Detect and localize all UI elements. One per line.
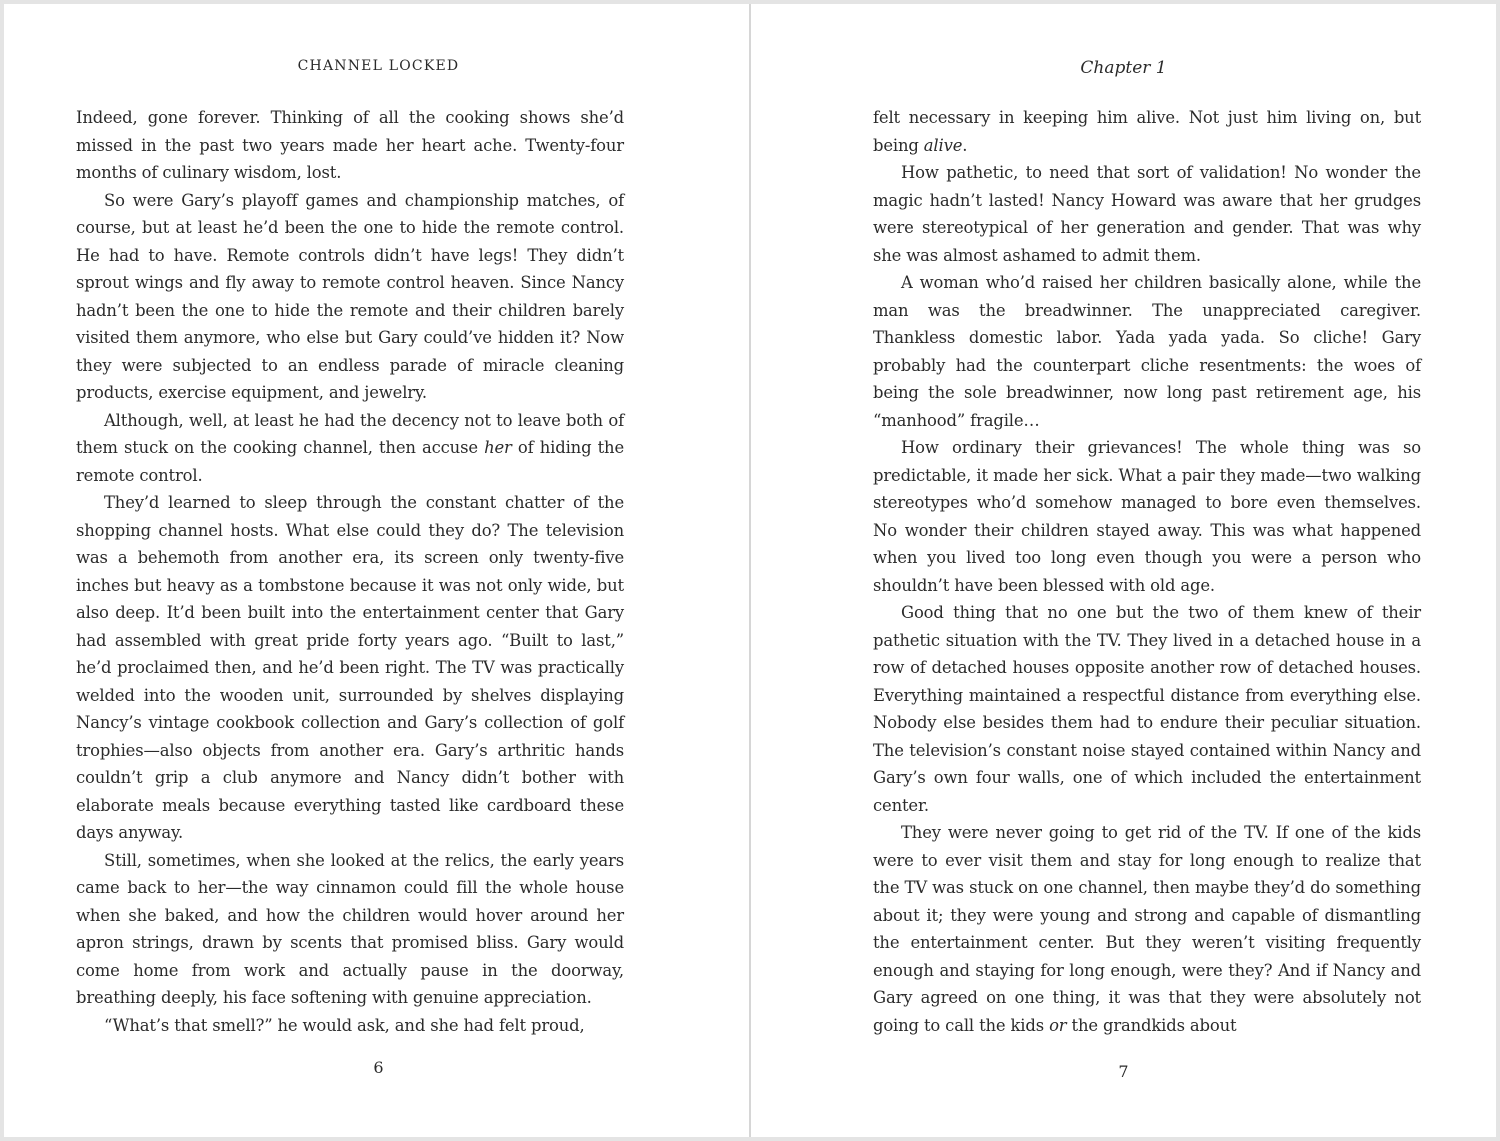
paragraph: Good thing that no one but the two of them knew of their pathetic situation with the TV. They lived in a detached house in a row of detached houses opposite another row of detached houses. Everything maintained a respectful distance from everything else. Nobody else besides them had to endure their peculiar situation. The television’s constant noise stayed contained within Nancy and Gary’s own four walls, one of which included the entertainment center.: [873, 603, 1421, 815]
paragraph: They were never going to get rid of the TV. If one of the kids were to ever visit them and stay for long enough to realize that the TV was stuck on one channel, then maybe they’d do something about it; they were young and strong and capable of dismantling the entertainment center. But they weren’t visiting frequently enough and staying for long enough, were they? And if Nancy and Gary agreed on one thing, it was that they were absolutely not going to call the kids or the grandkids about: [873, 823, 1421, 1035]
paragraph: felt necessary in keeping him alive. Not just him living on, but being alive.: [873, 108, 1421, 155]
book-spread: [4, 4, 1496, 1137]
page-number: 6: [373, 1058, 384, 1077]
paragraph: How ordinary their grievances! The whole thing was so predictable, it made her sick. What a pair they made—two walking stereotypes who’d somehow managed to bore even themselves. No wonder their children stayed away. This was what happened when you lived too long even though you were a person who shouldn’t have been blessed with old age.: [873, 438, 1421, 595]
italic-emphasis: alive: [923, 135, 963, 155]
body-text: [873, 104, 1421, 1039]
paragraph: Still, sometimes, when she looked at the relics, the early years came back to her—the way cinnamon could fill the whole house when she baked, and how the children would hover around her apron strings, drawn by scents that promised bliss. Gary would come home from work and actually pause in the doorway, breathing deeply, his face softening with genuine appreciation.: [76, 850, 624, 1007]
paragraph: How pathetic, to need that sort of validation! No wonder the magic hadn’t lasted! Nancy Howard was aware that her grudges were stereotypical of her generation and gender. That was why she was almost ashamed to admit them.: [873, 163, 1421, 265]
paragraph: Although, well, at least he had the decency not to leave both of them stuck on the cooking channel, then accuse her of hiding the remote control.: [76, 410, 625, 485]
page-number: 7: [1118, 1062, 1129, 1081]
running-head-chapter: Chapter 1: [1080, 58, 1167, 78]
paragraph: They’d learned to sleep through the constant chatter of the shopping channel hosts. What else could they do? The television was a behemoth from another era, its screen only twenty-five inches but heavy as a tombstone because it was not only wide, but also deep. It’d been built into the entertainment center that Gary had assembled with great pride forty years ago. “Built to last,” he’d proclaimed then, and he’d been right. The TV was practically welded into the wooden unit, surrounded by shelves displaying Nancy’s vintage cookbook collection and Gary’s collection of golf trophies—also objects from another era. Gary’s arthritic hands couldn’t grip a club anymore and Nancy didn’t bother with elaborate meals because everything tasted like cardboard these days anyway.: [76, 493, 624, 842]
left-page: [4, 4, 749, 1137]
paragraph: Indeed, gone forever. Thinking of all the cooking shows she’d missed in the past two years made her heart ache. Twenty-four months of culinary wisdom, lost.: [76, 108, 624, 182]
paragraph: A woman who’d raised her children basically alone, while the man was the breadwinner. The unappreciated caregiver. Thankless domestic labor. Yada yada yada. So cliche! Gary probably had the counterpart cliche resentments: the woes of being the sole breadwinner, now long past retirement age, his “manhood” fragile…: [873, 273, 1421, 430]
italic-emphasis: or: [1049, 1015, 1067, 1035]
body-text: [76, 104, 624, 1039]
right-page: [751, 4, 1496, 1137]
running-head-book-title: CHANNEL LOCKED: [297, 58, 460, 74]
paragraph: “What’s that smell?” he would ask, and she had felt proud,: [104, 1015, 585, 1035]
paragraph: So were Gary’s playoff games and championship matches, of course, but at least he’d been the one to hide the remote control. He had to have. Remote controls didn’t have legs! They didn’t sprout wings and fly away to remote control heaven. Since Nancy hadn’t been the one to hide the remote and their children barely visited them anymore, who else but Gary could’ve hidden it? Now they were subjected to an endless parade of miracle cleaning products, exercise equipment, and jewelry.: [76, 190, 624, 402]
italic-emphasis: her: [484, 438, 512, 457]
